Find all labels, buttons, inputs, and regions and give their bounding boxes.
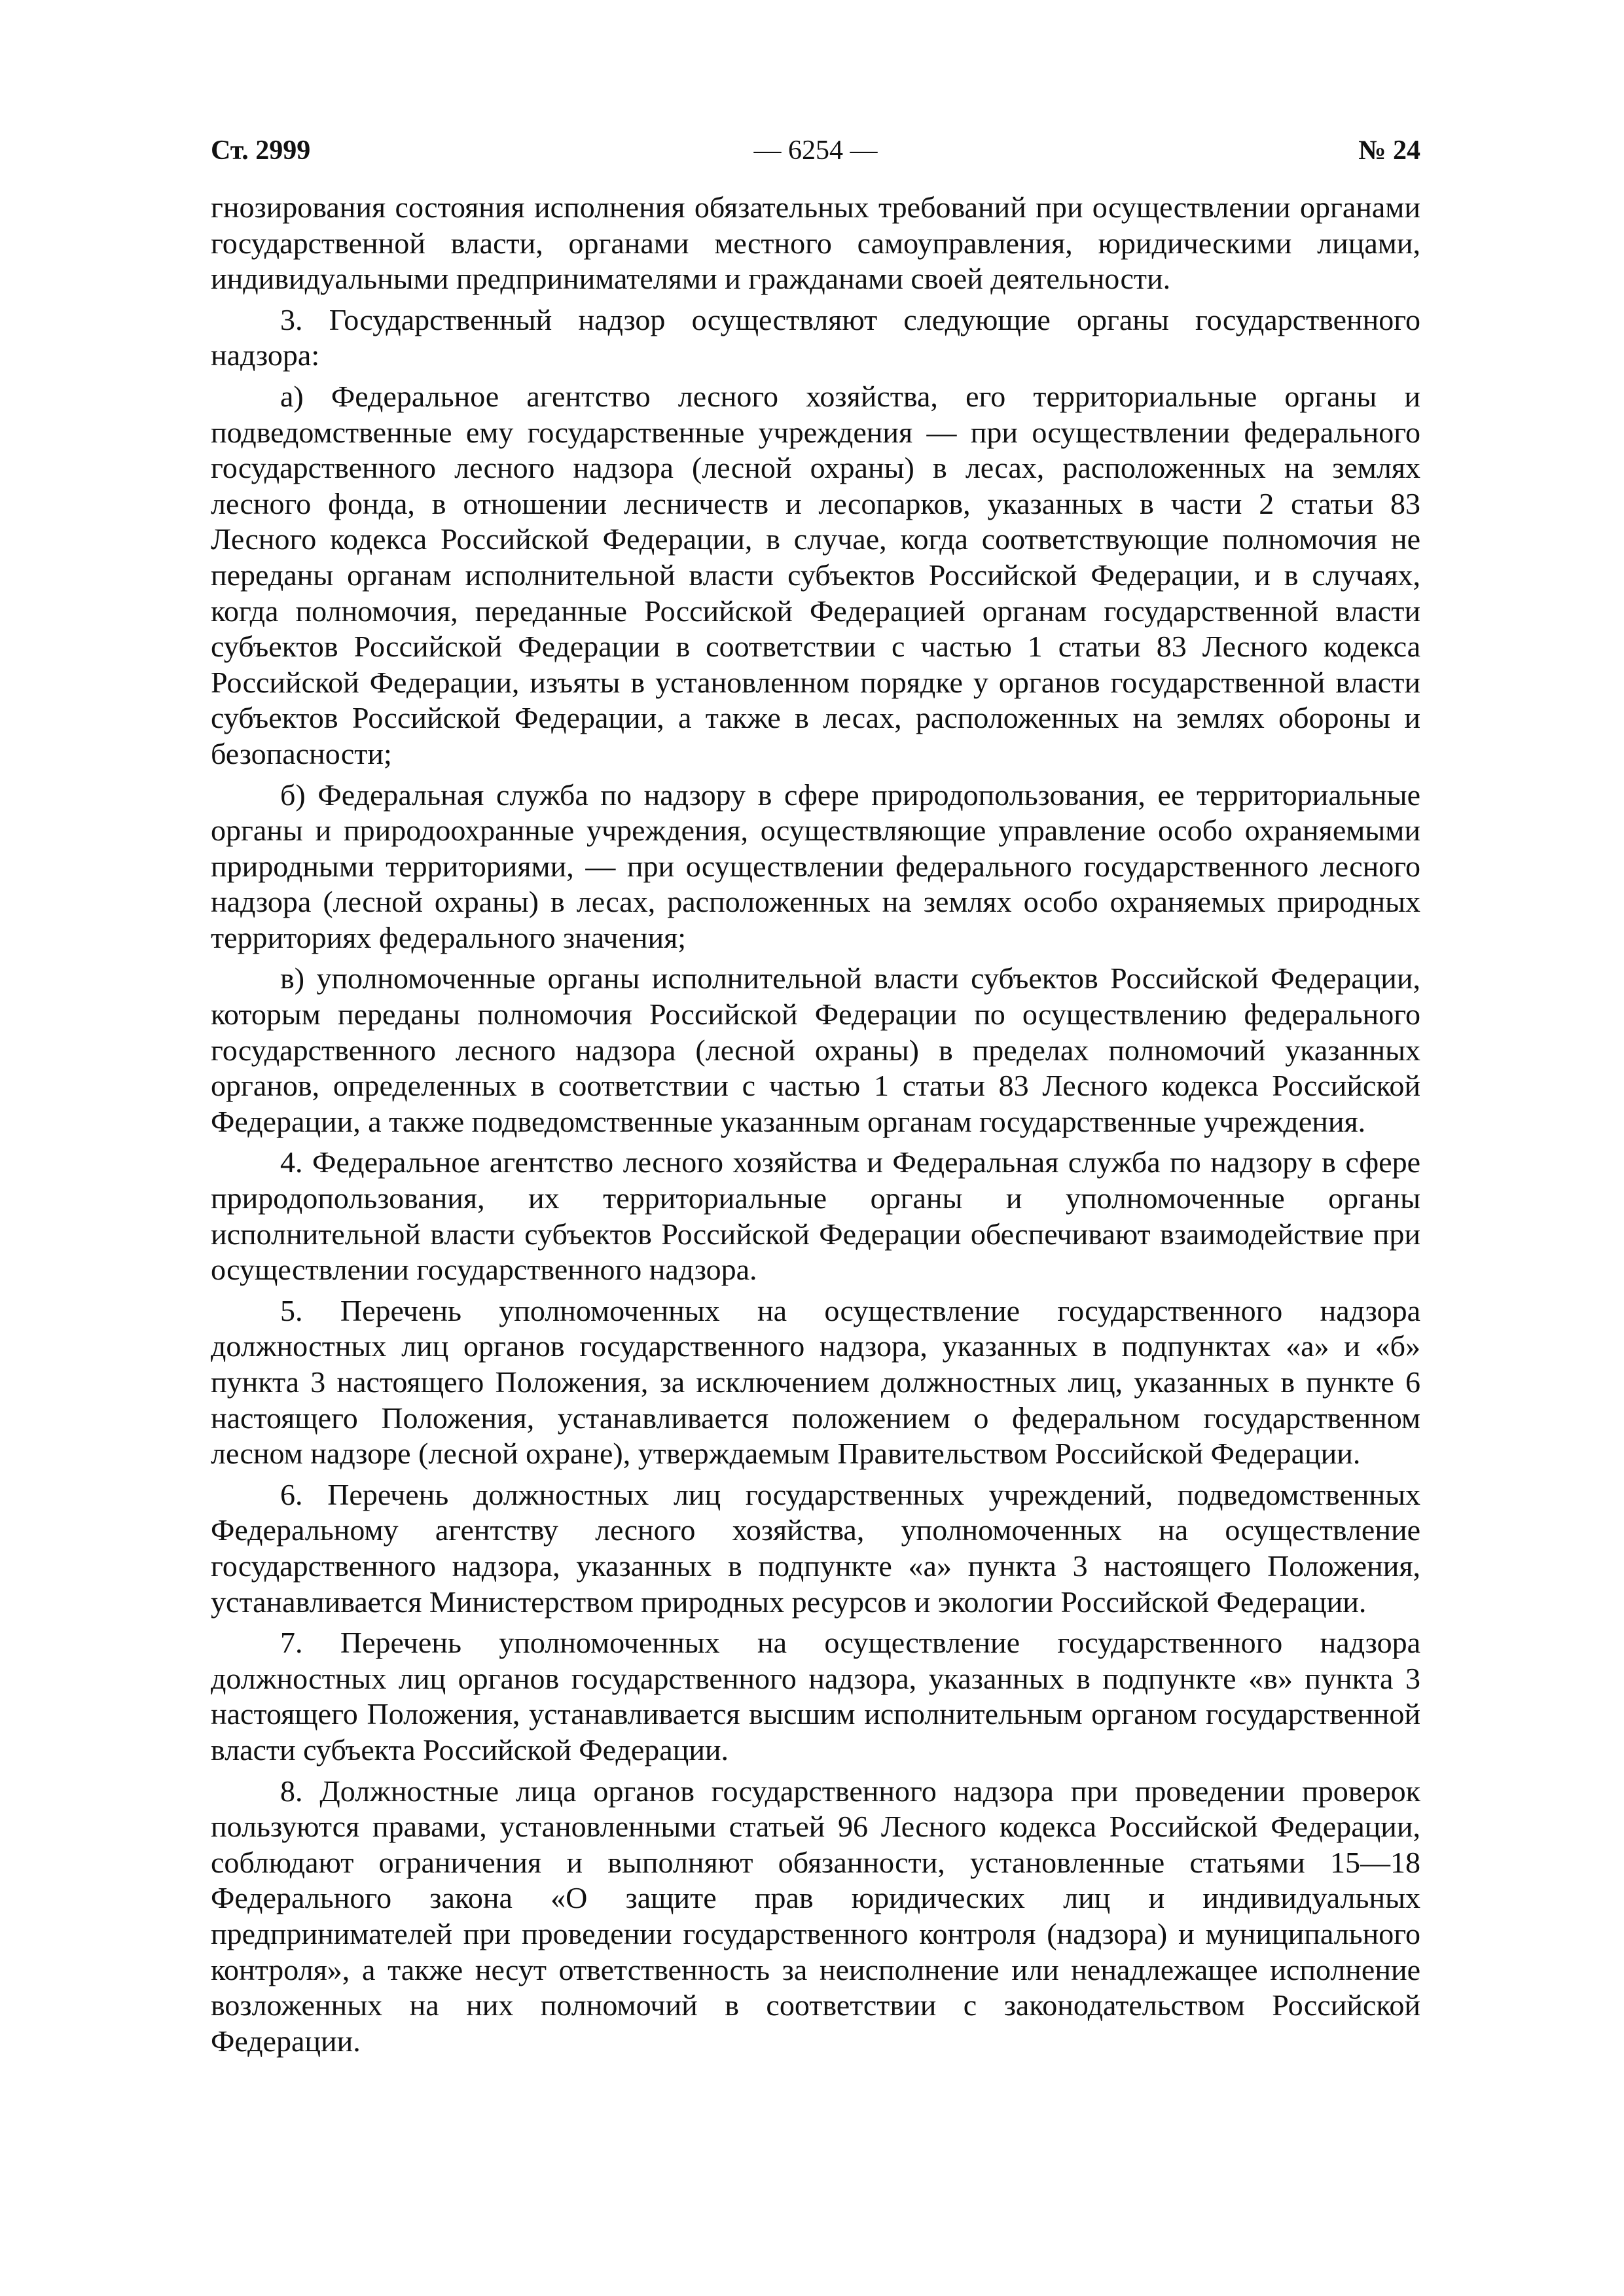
paragraph-subitem-a: а) Федеральное агентство лесного хозяйства, его территориальные органы и подведомственные ему государственные учреждения — при осуществлении федерального государственного лесного надзора (лесной охраны) в лесах, расположенных на землях лесного фонда, в отношении лесничеств и лесопарков, указанных в части 2 статьи 83 Лесного кодекса Российской Федерации, в случае, когда соответствующие полномочия не переданы органам исполнительной власти субъектов Российской Федерации, и в случаях, когда полномочия, переданные Российской Федерацией органам государственной власти субъектов Российской Федерации в соответствии с частью 1 статьи 83 Лесного кодекса Российской Федерации, изъяты в установленном порядке у органов государственной власти субъектов Российской Федерации, а также в лесах, расположенных на землях обороны и безопасности; (211, 379, 1420, 770)
paragraph-item-6: 6. Перечень должностных лиц государственных учреждений, подведомственных Федеральному агентству лесного хозяйства, уполномоченных на осуществление государственного надзора, указанных в подпункте «а» пункта 3 настоящего Положения, устанавливается Министерством природных ресурсов и экологии Российской Федерации. (211, 1477, 1420, 1619)
page-number: — 6254 — (753, 135, 878, 166)
paragraph-item-8: 8. Должностные лица органов государственного надзора при проведении проверок пользуются правами, установленными статьей 96 Лесного кодекса Российской Федерации, соблюдают ограничения и выполняют обязанности, установленные статьями 15—18 Федерального закона «О защите прав юридических лиц и индивидуальных предпринимателей при проведении государственного контроля (надзора) и муниципального контроля», а также несут ответственность за неисполнение или ненадлежащее исполнение возложенных на них полномочий в соответствии с законодательством Российской Федерации. (211, 1774, 1420, 2058)
document-body (211, 190, 1420, 2059)
article-number: Ст. 2999 (211, 135, 311, 166)
paragraph-item-5: 5. Перечень уполномоченных на осуществление государственного надзора должностных лиц органов государственного надзора, указанных в подпунктах «а» и «б» пункта 3 настоящего Положения, за исключением должностных лиц, указанных в пункте 6 настоящего Положения, устанавливается положением о федеральном государственном лесном надзоре (лесной охране), утверждаемым Правительством Российской Федерации. (211, 1293, 1420, 1471)
page-header (211, 131, 1420, 170)
paragraph-item-4: 4. Федеральное агентство лесного хозяйства и Федеральная служба по надзору в сфере природопользования, их территориальные органы и уполномоченные органы исполнительной власти субъектов Российской Федерации обеспечивают взаимодействие при осуществлении государственного надзора. (211, 1145, 1420, 1287)
paragraph-subitem-v: в) уполномоченные органы исполнительной власти субъектов Российской Федерации, которым переданы полномочия Российской Федерации по осуществлению федерального государственного лесного надзора (лесной охраны) в пределах полномочий указанных органов, определенных в соответствии с частью 1 статьи 83 Лесного кодекса Российской Федерации, а также подведомственные указанным органам государственные учреждения. (211, 961, 1420, 1138)
document-page (211, 131, 1420, 2064)
paragraph-subitem-b: б) Федеральная служба по надзору в сфере природопользования, ее территориальные органы и природоохранные учреждения, осуществляющие управление особо охраняемыми природными территориями, — при осуществлении федерального государственного лесного надзора (лесной охраны) в лесах, расположенных на землях особо охраняемых природных территориях федерального значения; (211, 778, 1420, 954)
issue-number: № 24 (1358, 135, 1420, 166)
paragraph-continuation: гнозирования состояния исполнения обязательных требований при осуществлении органами государственной власти, органами местного самоуправления, юридическими лицами, индивидуальными предпринимателями и гражданами своей деятельности. (211, 190, 1420, 296)
paragraph-item-7: 7. Перечень уполномоченных на осуществление государственного надзора должностных лиц органов государственного надзора, указанных в подпункте «в» пункта 3 настоящего Положения, устанавливается высшим исполнительным органом государственной власти субъекта Российской Федерации. (211, 1626, 1420, 1767)
paragraph-item-3: 3. Государственный надзор осуществляют следующие органы государственного надзора: (211, 302, 1420, 372)
